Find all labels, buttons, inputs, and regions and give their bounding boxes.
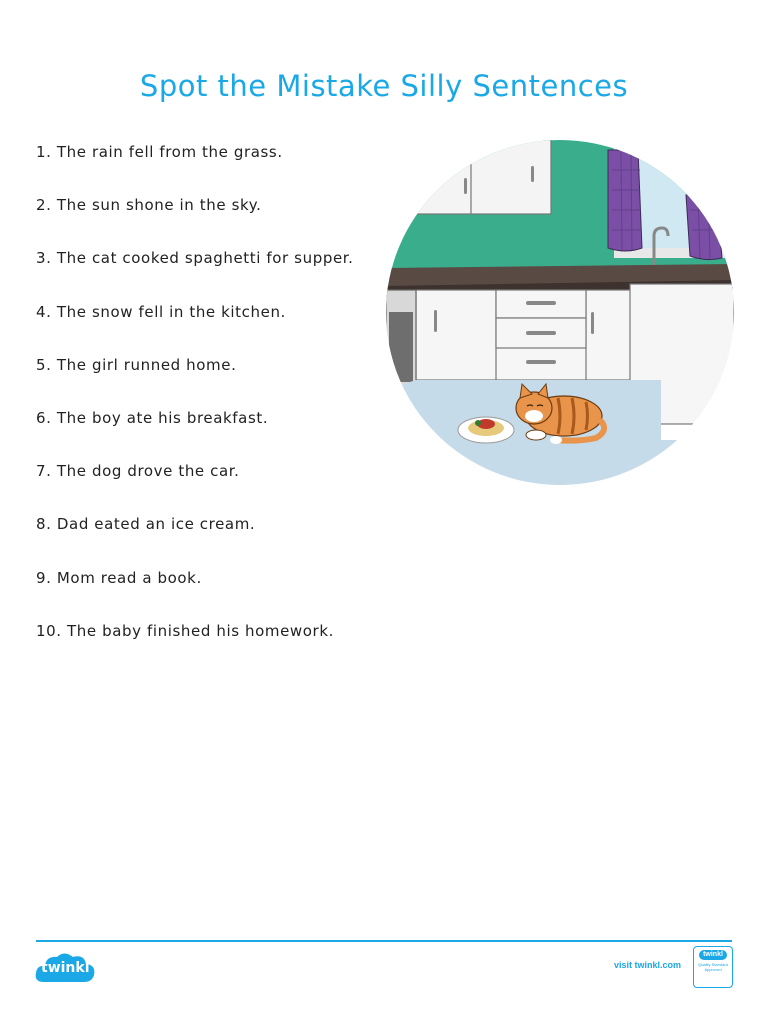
sentence-list [36,141,354,673]
sentence-item: 7. The dog drove the car. [36,462,240,481]
page-title: Spot the Mistake Silly Sentences [139,69,629,104]
sentence-item: 2. The sun shone in the sky. [36,196,262,215]
kitchen-illustration [386,140,734,485]
kitchen-cat-spaghetti-image [386,140,734,485]
quality-badge [693,946,733,988]
logo-text: twinkl [41,960,90,976]
badge-line-2: Approved [704,967,722,972]
sentence-item: 8. Dad eated an ice cream. [36,515,256,534]
sentence-item: 6. The boy ate his breakfast. [36,408,269,427]
badge-brand: twinkl [699,950,727,960]
visit-link[interactable]: visit twinkl.com [614,960,682,970]
sentence-item: 5. The girl runned home. [36,355,237,374]
sentence-item: 1. The rain fell from the grass. [36,143,283,161]
sentence-item: 3. The cat cooked spaghetti for supper. [36,249,354,268]
twinkl-logo[interactable] [34,952,96,986]
sentence-item: 9. Mom read a book. [36,568,202,587]
sentence-item: 10. The baby finished his homework. [36,621,334,640]
badge-line-1: Quality Standard [698,962,728,967]
footer-divider [36,940,732,942]
sentence-item: 4. The snow fell in the kitchen. [36,302,286,321]
